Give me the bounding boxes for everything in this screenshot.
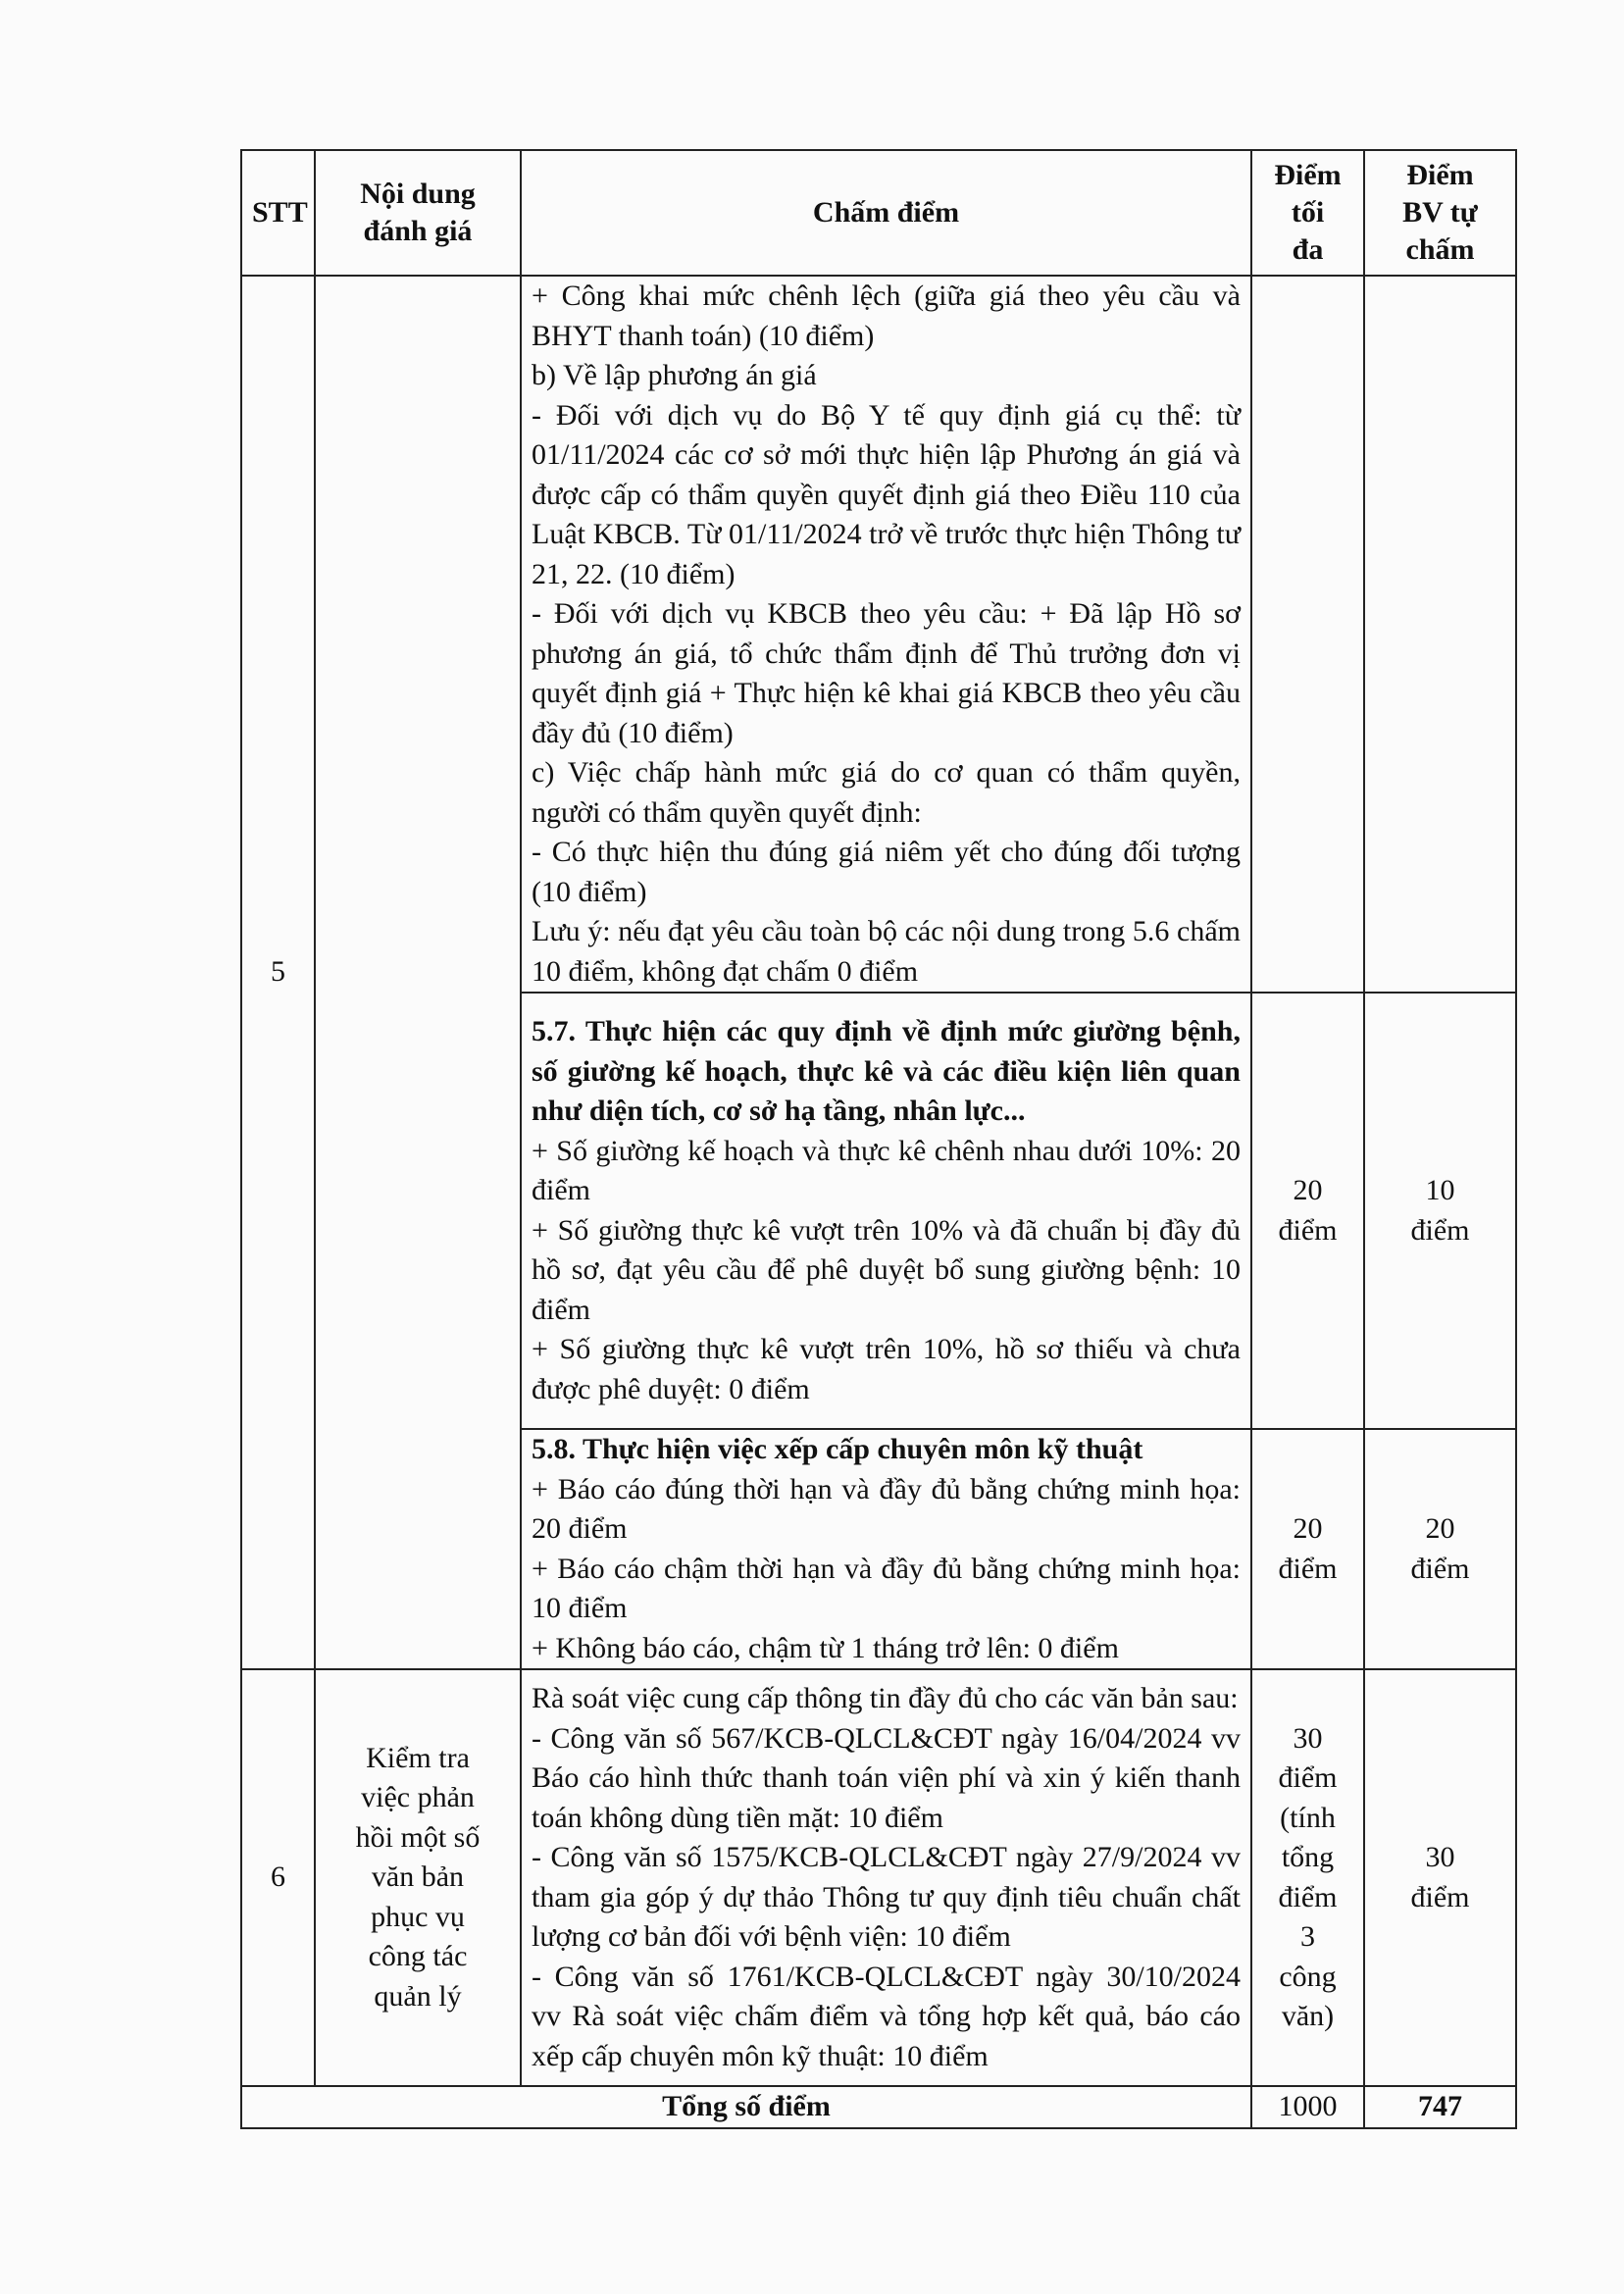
criteria-line: + Số giường kế hoạch và thực kê chênh nhau dưới 10%: 20 điểm [532, 1134, 1241, 1206]
score-line: văn) [1281, 2000, 1335, 2032]
section-58-title: 5.8. Thực hiện việc xếp cấp chuyên môn kỹ thuật [532, 1433, 1143, 1465]
noi-dung-line: văn bản [371, 1861, 465, 1894]
row5-57-criteria [521, 993, 1251, 1429]
criteria-line: Rà soát việc cung cấp thông tin đầy đủ cho các văn bản sau: [532, 1682, 1239, 1714]
score-line: điểm [1278, 1761, 1338, 1794]
row5-part-a-max [1251, 276, 1364, 993]
score-line: 20 [1293, 1174, 1323, 1206]
score-line: (tính [1280, 1801, 1336, 1834]
criteria-line: Lưu ý: nếu đạt yêu cầu toàn bộ các nội dung trong 5.6 chấm 10 điểm, không đạt chấm 0 điểm [532, 915, 1241, 988]
evaluation-table [240, 149, 1517, 2129]
noi-dung-line: công tác [368, 1940, 468, 1973]
criteria-line: - Đối với dịch vụ KBCB theo yêu cầu: + Đã lập Hồ sơ phương án giá, tổ chức thẩm định để Thủ trưởng đơn vị quyết định giá + Thực hiện kê khai giá KBCB theo yêu cầu đầy đủ (10 điểm) [532, 597, 1241, 749]
row5-58-max [1251, 1429, 1364, 1669]
score-line: điểm [1410, 1880, 1470, 1913]
row5-58-bv [1364, 1429, 1516, 1669]
row5-57-max [1251, 993, 1364, 1429]
row5-part-a-criteria [521, 276, 1251, 993]
total-label: Tổng số điểm [241, 2086, 1251, 2128]
header-max-line: tối [1291, 196, 1325, 229]
criteria-line: b) Về lập phương án giá [532, 359, 817, 391]
noi-dung-line: phục vụ [371, 1900, 465, 1933]
noi-dung-line: Kiểm tra [366, 1741, 470, 1774]
row6-criteria [521, 1669, 1251, 2086]
row5-57-bv [1364, 993, 1516, 1429]
score-line: điểm [1278, 1213, 1338, 1247]
total-max: 1000 [1251, 2086, 1364, 2128]
criteria-line: + Số giường thực kê vượt trên 10% và đã chuẩn bị đầy đủ hồ sơ, đạt yêu cầu để phê duyệt bổ sung giường bệnh: 10 điểm [532, 1213, 1241, 1326]
score-line: tổng [1281, 1841, 1335, 1873]
criteria-line: + Báo cáo đúng thời hạn và đầy đủ bằng chứng minh họa: 20 điểm [532, 1472, 1241, 1545]
row6-noi-dung [315, 1669, 521, 2086]
noi-dung-line: việc phản [361, 1781, 475, 1814]
header-diem-toi-da [1251, 150, 1364, 276]
score-line: 20 [1425, 1512, 1455, 1545]
header-stt: STT [241, 150, 315, 276]
row6-bv [1364, 1669, 1516, 2086]
header-diem-bv [1364, 150, 1516, 276]
noi-dung-line: quản lý [374, 1979, 462, 2013]
criteria-line: + Số giường thực kê vượt trên 10%, hồ sơ thiếu và chưa được phê duyệt: 0 điểm [532, 1333, 1241, 1405]
score-line: điểm [1410, 1552, 1470, 1585]
header-cham-diem: Chấm điểm [521, 150, 1251, 276]
header-noi-dung [315, 150, 521, 276]
score-line: điểm [1278, 1552, 1338, 1585]
table-header-row [241, 150, 1516, 276]
criteria-line: - Có thực hiện thu đúng giá niêm yết cho đúng đối tượng (10 điểm) [532, 836, 1241, 908]
table-row [241, 276, 1516, 993]
criteria-line: - Công văn số 567/KCB-QLCL&CĐT ngày 16/04/2024 vv Báo cáo hình thức thanh toán viện phí và xin ý kiến thanh toán không dùng tiền mặt: 10 điểm [532, 1721, 1241, 1834]
criteria-line: - Công văn số 1761/KCB-QLCL&CĐT ngày 30/10/2024 vv Rà soát việc chấm điểm và tổng hợp kết quả, báo cáo xếp cấp chuyên môn kỹ thuật: 10 điểm [532, 1960, 1241, 2072]
noi-dung-line: hồi một số [355, 1820, 481, 1854]
criteria-line: + Không báo cáo, chậm từ 1 tháng trở lên: 0 điểm [532, 1631, 1119, 1664]
criteria-line: + Báo cáo chậm thời hạn và đầy đủ bằng chứng minh họa: 10 điểm [532, 1552, 1241, 1624]
criteria-line: c) Việc chấp hành mức giá do cơ quan có thẩm quyền, người có thẩm quyền quyết định: [532, 756, 1241, 829]
criteria-line: - Công văn số 1575/KCB-QLCL&CĐT ngày 27/9/2024 vv tham gia góp ý dự thảo Thông tư quy định tiêu chuẩn chất lượng cơ bản đối với bệnh viện: 10 điểm [532, 1841, 1241, 1953]
header-bv-line: chấm [1405, 233, 1475, 266]
row5-part-a-bv [1364, 276, 1516, 993]
total-bv: 747 [1364, 2086, 1516, 2128]
header-noi-dung-line: đánh giá [363, 215, 473, 247]
row5-stt: 5 [241, 276, 315, 1669]
score-line: 30 [1293, 1721, 1323, 1755]
header-noi-dung-line: Nội dung [360, 178, 476, 210]
score-line: 3 [1300, 1920, 1315, 1953]
row5-58-criteria [521, 1429, 1251, 1669]
score-line: điểm [1278, 1880, 1338, 1913]
row6-max [1251, 1669, 1364, 2086]
score-line: công [1279, 1960, 1337, 1993]
criteria-line: + Công khai mức chênh lệch (giữa giá theo yêu cầu và BHYT thanh toán) (10 điểm) [532, 280, 1241, 352]
total-row [241, 2086, 1516, 2128]
header-bv-line: Điểm [1406, 159, 1474, 191]
row5-noi-dung [315, 276, 521, 1669]
score-line: 10 [1425, 1174, 1455, 1206]
header-max-line: đa [1292, 233, 1324, 266]
score-line: 30 [1425, 1841, 1455, 1873]
criteria-line: - Đối với dịch vụ do Bộ Y tế quy định giá cụ thể: từ 01/11/2024 các cơ sở mới thực hiện lập Phương án giá và được cấp có thẩm quyền quyết định giá theo Điều 110 của Luật KBCB. Từ 01/11/2024 trở về trước thực hiện Thông tư 21, 22. (10 điểm) [532, 398, 1241, 590]
section-57-title: 5.7. Thực hiện các quy định về định mức giường bệnh, số giường kế hoạch, thực kê và các điều kiện liên quan như diện tích, cơ sở hạ tầng, nhân lực... [532, 1015, 1241, 1127]
score-line: điểm [1410, 1213, 1470, 1247]
header-max-line: Điểm [1274, 159, 1342, 191]
header-bv-line: BV tự [1402, 196, 1478, 229]
score-line: 20 [1293, 1512, 1323, 1545]
table-row [241, 1669, 1516, 2086]
row6-stt: 6 [241, 1669, 315, 2086]
